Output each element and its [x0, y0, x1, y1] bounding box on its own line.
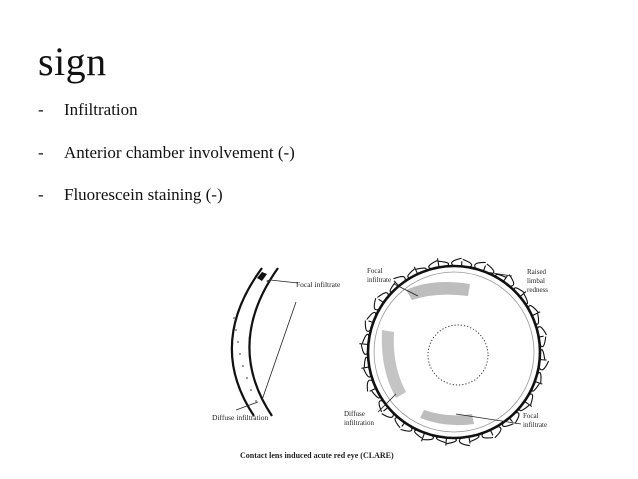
label-focal-infiltrate-top-2: infiltrate [367, 276, 392, 284]
label-raised-3: redness [527, 286, 548, 294]
label-diffuse-infiltration: Diffuse infiltration [212, 413, 269, 422]
leader-focal [270, 280, 298, 283]
label-raised-2: limbal [527, 277, 545, 285]
bullet-text: Infiltration [64, 100, 138, 119]
label-diffuse-2: infiltration [344, 419, 374, 427]
figure-caption: Contact lens induced acute red eye (CLARE) [240, 451, 394, 460]
label-raised-1: Raised [527, 268, 547, 276]
label-focal-infiltrate-bottom-1: Focal [523, 412, 539, 420]
bullet-text: Anterior chamber involvement (-) [64, 143, 295, 162]
label-focal-infiltrate-top-1: Focal [367, 267, 383, 275]
inner-curve [249, 268, 278, 416]
diffuse-infiltration-dots [233, 317, 257, 402]
label-focal-infiltrate: Focal infiltrate [296, 280, 341, 289]
label-focal-infiltrate-bottom-2: infiltrate [523, 421, 548, 429]
label-diffuse-1: Diffuse [344, 410, 365, 418]
bullet-marker: - [38, 100, 44, 119]
cornea-section-diagram [212, 268, 341, 422]
slide-title: sign [38, 39, 107, 84]
limbus-frontal-diagram [344, 258, 549, 445]
outer-curve [232, 268, 262, 416]
bullet-marker: - [38, 185, 44, 204]
bullet-marker: - [38, 143, 44, 162]
leader-diffuse [262, 302, 296, 400]
bullet-text: Fluorescein staining (-) [64, 185, 223, 204]
